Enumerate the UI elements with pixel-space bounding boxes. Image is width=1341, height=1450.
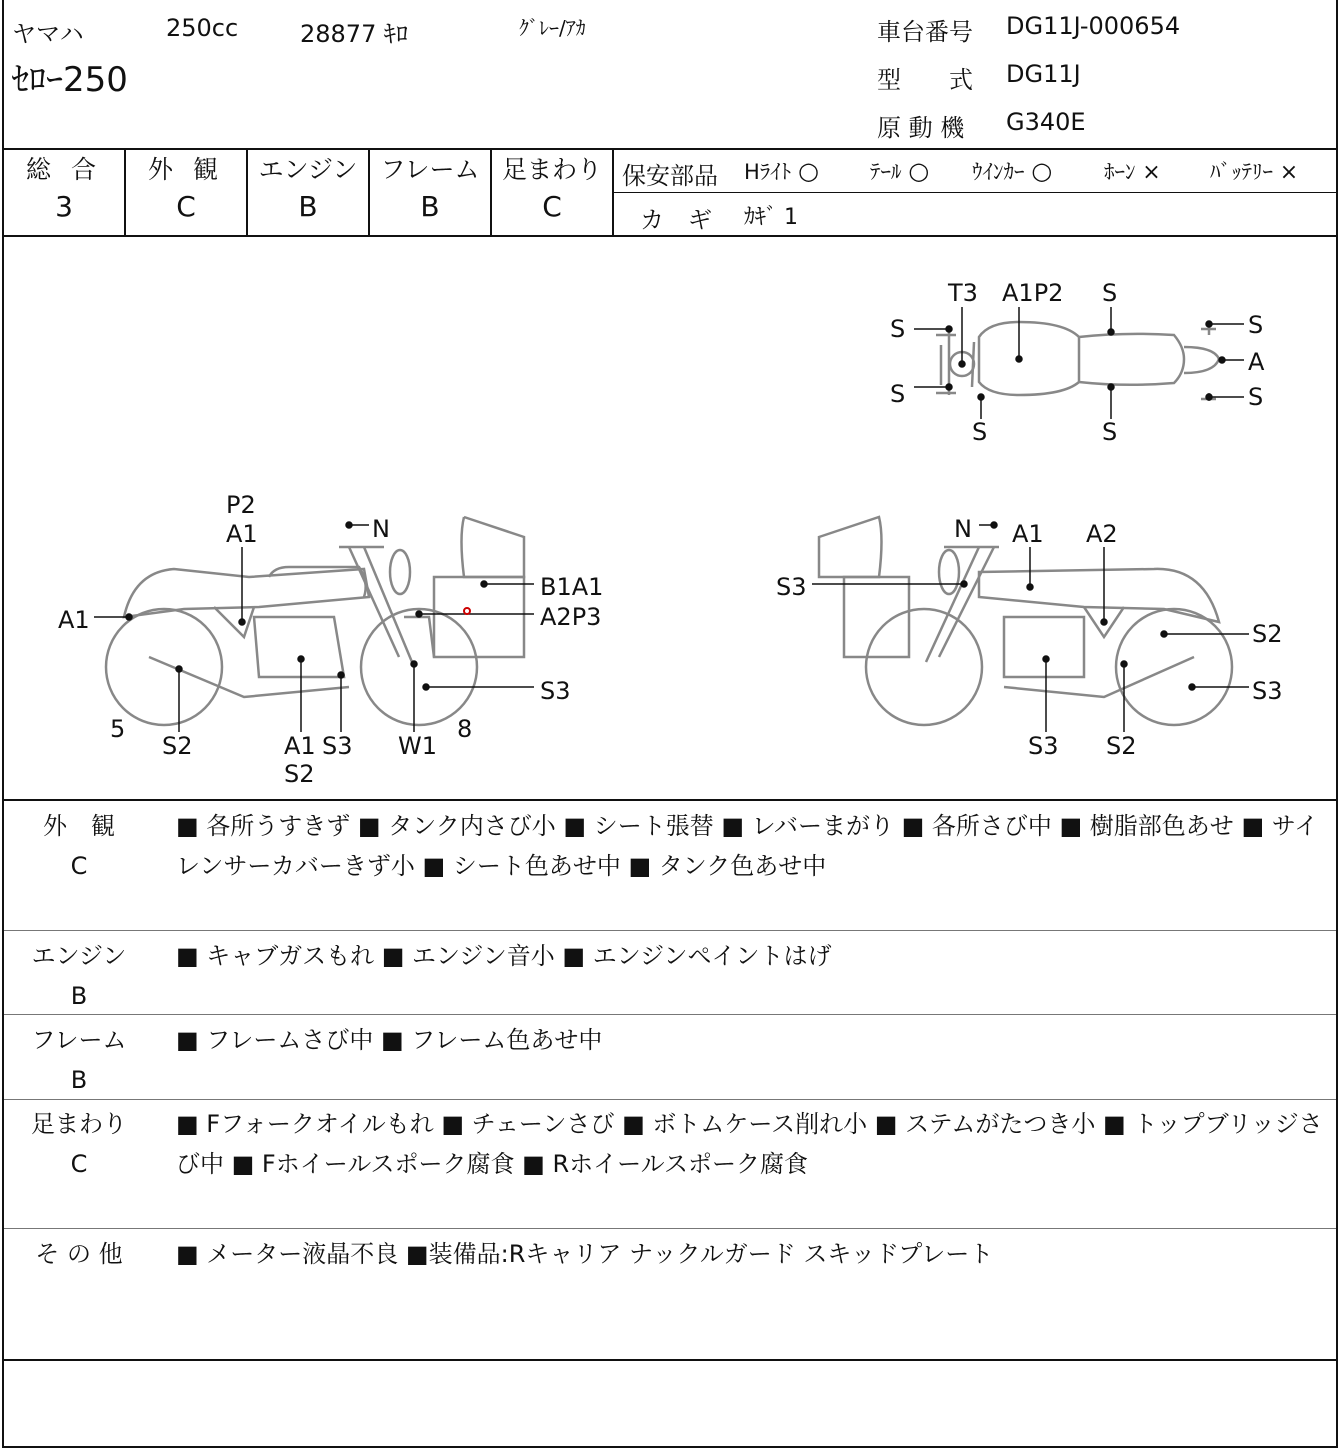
diagram-label: S	[890, 380, 906, 408]
grade-engine: エンジン B	[258, 155, 358, 223]
divider	[4, 930, 1336, 931]
safety-winker: ｳｲﾝｶｰ ○	[972, 157, 1053, 185]
diagram-label: A1	[58, 606, 90, 634]
left-side-view-bike	[106, 517, 524, 725]
diagram-label: P2	[226, 491, 256, 519]
diagram-label: S	[1102, 418, 1118, 446]
right-side-view-bike	[819, 517, 1232, 725]
diagram-label: S3	[1252, 677, 1283, 705]
diagram-label: S3	[776, 573, 807, 601]
grade-suspension: 足まわり C	[501, 155, 602, 223]
safety-horn: ﾎｰﾝ ×	[1104, 160, 1161, 185]
divider	[4, 1359, 1336, 1361]
diagram-label: A1	[1012, 520, 1044, 548]
diagram-label: S	[1102, 279, 1118, 307]
inspection-sheet	[2, 0, 1338, 1448]
diagram-label: S2	[162, 732, 193, 760]
divider	[4, 1228, 1336, 1229]
diagram-label: N	[954, 515, 972, 543]
diagram-label: S3	[540, 677, 571, 705]
diagram-label: 5	[110, 715, 126, 743]
diagram-label: S2	[1252, 620, 1283, 648]
diagram-label: T3	[948, 279, 978, 307]
safety-taillight: ﾃｰﾙ ○	[870, 157, 930, 185]
diagram-label: A1	[226, 520, 258, 548]
diagram-label: S	[890, 315, 906, 343]
diagram-label: N	[372, 515, 390, 543]
defect-row-suspension: 足まわり C ■ Fフォークオイルもれ ■ チェーンさび ■ ボトムケース削れ小 ■ ステムがたつき小 ■ トップブリッジさび中 ■ Fホイールスポーク腐食 ■ Rホイールスポーク腐食	[31, 1110, 1323, 1178]
engine-value: G340E	[1006, 108, 1086, 136]
frame-no: DG11J-000654	[1006, 12, 1181, 40]
color: ｸﾞﾚｰ/ｱｶ	[519, 16, 586, 40]
diagram-label: S2	[284, 760, 315, 788]
marker-dot	[464, 608, 470, 614]
grade-frame: フレーム B	[380, 155, 480, 223]
divider	[614, 192, 1338, 193]
diagram-label: A1	[284, 732, 316, 760]
diagram-label: A2	[1086, 520, 1118, 548]
mileage: 28877 ｷﾛ	[300, 20, 408, 48]
model-name: ｾﾛｰ250	[12, 60, 128, 100]
diagram-label: S	[1248, 383, 1264, 411]
top-view-bike	[936, 322, 1219, 401]
grade-overall: 総 合 3	[26, 155, 102, 223]
diagram-label: A1P2	[1002, 279, 1064, 307]
diagram-label: B1A1	[540, 573, 604, 601]
defect-row-exterior: 外 観 C ■ 各所うすきず ■ タンク内さび小 ■ シート張替 ■ レバーまがり ■ 各所さび中 ■ 樹脂部色あせ ■ サイレンサーカバーきず小 ■ シート色あせ中 ■ タンク色あせ中	[43, 812, 1319, 880]
engine-label: 原 動 機	[877, 114, 965, 142]
defect-row-frame: フレーム B ■ フレームさび中 ■ フレーム色あせ中	[31, 1026, 603, 1094]
safety-battery: ﾊﾞｯﾃﾘｰ ×	[1210, 160, 1299, 185]
diagram-label: A	[1248, 348, 1265, 376]
divider	[4, 799, 1336, 801]
diagram-label: S3	[322, 732, 353, 760]
diagram-label: S	[972, 418, 988, 446]
key-value: ｶｷﾞ 1	[744, 205, 798, 230]
maker: ヤマハ	[12, 20, 84, 48]
diagram-label: A2P3	[540, 603, 602, 631]
defect-row-other: そ の 他 ■ メーター液晶不良 ■装備品:Rキャリア ナックルガード スキッドプレート	[35, 1240, 994, 1268]
defect-row-engine: エンジン B ■ キャブガスもれ ■ エンジン音小 ■ エンジンペイントはげ	[31, 942, 832, 1010]
diagram-label: W1	[398, 732, 437, 760]
type-label: 型 式	[877, 66, 973, 94]
type-value: DG11J	[1006, 60, 1081, 88]
safety-label: 保安部品	[622, 162, 718, 190]
safety-headlight: Hﾗｲﾄ ○	[744, 157, 819, 185]
displacement: 250cc	[166, 14, 239, 42]
divider	[4, 1014, 1336, 1015]
damage-diagram	[4, 237, 1338, 799]
key-label: カ ギ	[640, 206, 712, 234]
diagram-label: S	[1248, 311, 1264, 339]
diagram-label: 8	[457, 715, 473, 743]
grade-exterior: 外 観 C	[148, 155, 224, 223]
frame-no-label: 車台番号	[877, 18, 973, 46]
diagram-label: S3	[1028, 732, 1059, 760]
diagram-label: S2	[1106, 732, 1137, 760]
divider	[4, 1099, 1336, 1100]
